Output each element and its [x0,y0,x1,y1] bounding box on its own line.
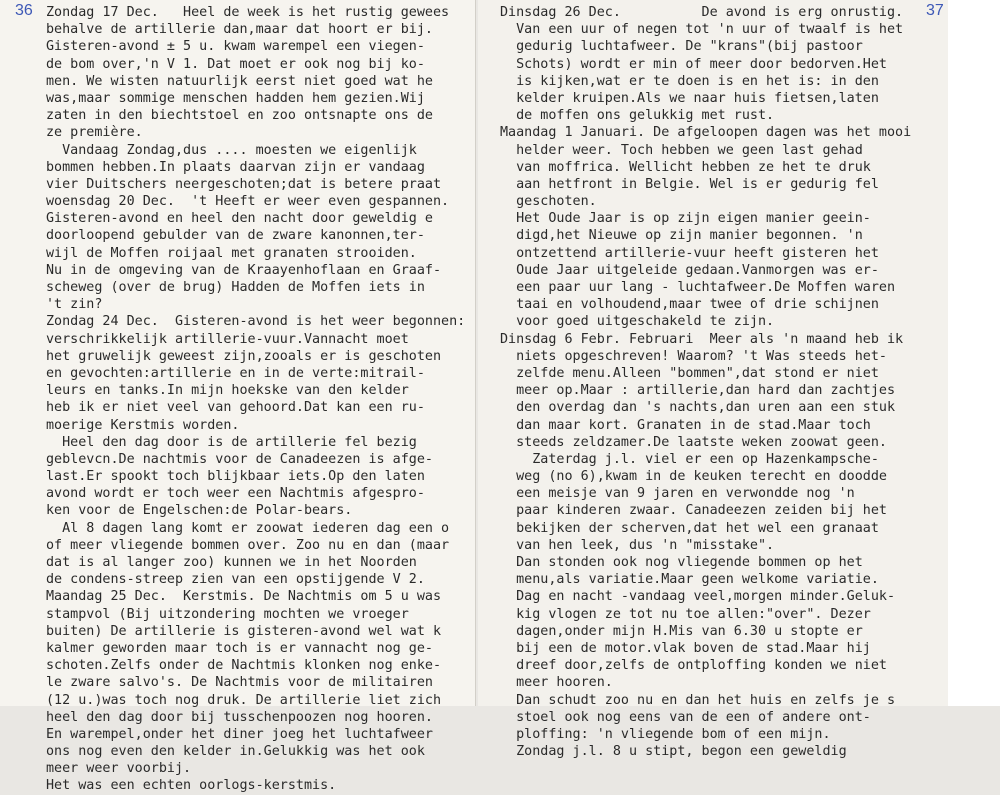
right-text-line: geschoten. [500,194,597,210]
right-text-line: niets opgeschreven! Waarom? 't Was steeds het- [500,348,887,364]
right-text-line: ploffing: 'n vliegende bom of een mijn. [500,726,831,742]
left-text-line: Zondag 17 Dec. Heel de week is het rustig gewees [46,5,450,20]
left-page-text [46,4,476,795]
right-text-line: stoel ook nog eens van de een of andere ont- [500,709,871,725]
left-text-line: of meer vliegende bommen over. Zoo nu en dan (maar [46,537,450,553]
left-text-line: zaten in den biechtstoel en zoo ontsnapte ons de [46,108,433,124]
right-text-line: Van een uur of negen tot 'n uur of twaalf is het [500,22,904,38]
right-text-line: aan hetfront in Belgie. Wel is er gedurig fel [500,176,879,192]
left-text-line: Nu in de omgeving van de Kraayenhoflaan en Graaf- [46,262,442,278]
left-text-line: Heel den dag door is de artillerie fel bezig [46,434,417,450]
left-text-line: Zondag 24 Dec. Gisteren-avond is het weer begonnen: [46,314,466,330]
right-text-line: ontzettend artillerie-vuur heeft gisteren het [500,245,879,261]
left-text-line: dat is al langer zoo) kunnen we in het Noorden [46,555,417,570]
left-text-line: vier Duitschers neergeschoten;dat is betere praat [46,176,442,192]
left-text-line: stampvol (Bij uitzondering mochten we vroeger [46,606,409,622]
left-text-line: Gisteren-avond en heel den nacht door geweldig e [46,211,433,227]
left-text-line: heel den dag door bij tusschenpoozen nog hooren. [46,709,433,725]
right-text-line: Dag en nacht -vandaag veel,morgen minder.Geluk- [500,589,896,605]
left-text-line: kalmer geworden maar toch is er vannacht nog ge- [46,640,433,656]
right-text-line: de moffen ons gelukkig met rust. [500,108,775,124]
right-text-line: weg (no 6),kwam in de keuken terecht en doodde [500,469,887,485]
right-text-line: Zaterdag j.l. viel er een op Hazenkampsche- [500,451,879,467]
left-text-line: schoten.Zelfs onder de Nachtmis klonken nog enke- [46,658,442,674]
right-text-line: van moffrica. Wellicht hebben ze het te druk [500,159,871,175]
left-text-line: buiten) De artillerie is gisteren-avond wel wat k [46,623,442,639]
right-text-line: dan maar kort. Granaten in de stad.Maar toch [500,417,871,433]
left-text-line: doorloopend gebulder van de zware kanonnen,ter- [46,228,425,244]
right-text-line: dreef door,zelfs de ontploffing konden we niet [500,658,887,674]
right-text-line: Dinsdag 26 Dec. De avond is erg onrustig. [500,5,904,20]
left-text-line: behalve de artillerie dan,maar dat hoort er bij. [46,22,433,38]
right-text-line: den overdag dan 's nachts,dan uren aan een stuk [500,400,896,416]
right-text-line: Dan stonden ook nog vliegende bommen op het [500,555,863,570]
right-text-line: taai en volhoudend,maar twee of drie schijnen [500,297,879,313]
left-text-line: le zware salvo's. De Nachtmis voor de militairen [46,675,433,691]
left-text-line: geblevcn.De nachtmis voor de Canadeezen is afge- [46,451,433,467]
left-text-line: de condens-streep zien van een opstijgende V 2. [46,572,425,588]
left-text-line: men. We wisten natuurlijk eerst niet goed wat he [46,73,433,89]
left-text-line: moerige Kerstmis worden. [46,417,240,433]
right-text-line: paar kinderen zwaar. Canadeezen zeiden bij het [500,503,887,519]
left-text-line: last.Er spookt toch blijkbaar iets.Op den laten [46,469,425,485]
right-text-line: dagen,onder mijn H.Mis van 6.30 u stopte er [500,623,863,639]
right-margin [948,0,1000,706]
left-text-line: En warempel,onder het diner joeg het luchtafweer [46,726,433,742]
right-text-line: Zondag j.l. 8 u stipt, begon een geweldig [500,744,847,760]
right-text-line: steeds zeldzamer.De laatste weken zoowat geen. [500,434,887,450]
right-text-line: kelder kruipen.Als we naar huis fietsen,laten [500,90,879,106]
right-page-text [500,4,950,760]
left-text-line: Maandag 25 Dec. Kerstmis. De Nachtmis om 5 u was [46,589,442,605]
left-text-line: heb ik er niet veel van gehoord.Dat kan een ru- [46,400,425,416]
left-text-line: 't zin? [46,297,103,313]
right-text-line: voor goed uitgeschakeld te zijn. [500,314,775,330]
left-text-line: wijl de Moffen roijaal met granaten strooiden. [46,245,417,261]
right-text-line: helder weer. Toch hebben we geen last gehad [500,142,863,158]
right-text-line: Oude Jaar uitgeleide gedaan.Vanmorgen was er- [500,262,879,278]
left-text-line: Al 8 dagen lang komt er zoowat iederen dag een o [46,520,450,536]
right-text-line: bij een de motor.vlak boven de stad.Maar hij [500,640,871,656]
left-text-line: verschrikkelijk artillerie-vuur.Vannacht moet [46,331,409,347]
left-text-line: Vandaag Zondag,dus .... moesten we eigenlijk [46,142,417,158]
left-text-line: was,maar sommige menschen hadden hem gezien.Wij [46,90,425,106]
left-text-line: avond wordt er toch weer een Nachtmis afgespro- [46,486,425,502]
right-text-line: gedurig luchtafweer. De "krans"(bij pastoor [500,39,863,55]
left-text-line: (12 u.)was toch nog druk. De artillerie liet zich [46,692,442,708]
right-text-line: digd,het Nieuwe op zijn manier begonnen. 'n [500,228,863,244]
left-text-line: leurs en tanks.In mijn hoekske van den kelder [46,383,409,399]
left-text-line: ken voor de Engelschen:de Polar-bears. [46,503,353,519]
left-text-line: bommen hebben.In plaats daarvan zijn er vandaag [46,159,425,175]
right-text-line: Maandag 1 Januari. De afgeloopen dagen was het mooi [500,125,912,141]
right-text-line: Dan schudt zoo nu en dan het huis en zelfs je s [500,692,896,708]
right-text-line: Schots) wordt er min of meer door bedorven.Het [500,56,887,72]
right-text-line: Dinsdag 6 Febr. Februari Meer als 'n maand heb ik [500,331,904,347]
right-text-line: is kijken,wat er te doen is en het is: in den [500,73,879,89]
right-text-line: kig vlogen ze tot nu toe allen:"over". Dezer [500,606,871,622]
left-text-line: woensdag 20 Dec. 't Heeft er weer even gespannen. [46,194,450,210]
right-text-line: een meisje van 9 jaren en verwondde nog 'n [500,486,855,502]
left-text-line: Het was een echten oorlogs-kerstmis. [46,778,337,794]
right-text-line: van hen leek, dus 'n "misstake". [500,537,775,553]
right-text-line: zelfde menu.Alleen "bommen",dat stond er niet [500,365,879,381]
left-text-line: ons nog even den kelder in.Gelukkig was het ook [46,744,425,760]
left-text-line: ze première. [46,125,143,141]
left-text-line: het gruwelijk geweest zijn,zooals er is geschoten [46,348,442,364]
left-text-line: de bom over,'n V 1. Dat moet er ook nog bij ko- [46,56,425,72]
right-page-number: 37 [926,2,944,19]
right-text-line: meer hooren. [500,675,613,691]
left-text-line: Gisteren-avond ± 5 u. kwam warempel een viegen- [46,39,425,55]
right-text-line: een paar uur lang - luchtafweer.De Moffen waren [500,280,896,295]
left-text-line: en gevochten:artillerie en in de verte:mitrail- [46,365,425,381]
left-page-number: 36 [15,2,33,19]
right-text-line: meer op.Maar : artillerie,dan hard dan zachtjes [500,383,896,399]
right-text-line: Het Oude Jaar is op zijn eigen manier geein- [500,211,871,227]
right-text-line: bekijken der scherven,dat het wel een granaat [500,520,879,536]
right-text-line: menu,als variatie.Maar geen welkome variatie. [500,572,879,588]
left-text-line: meer weer voorbij. [46,761,192,777]
left-text-line: scheweg (over de brug) Hadden de Moffen iets in [46,280,425,295]
